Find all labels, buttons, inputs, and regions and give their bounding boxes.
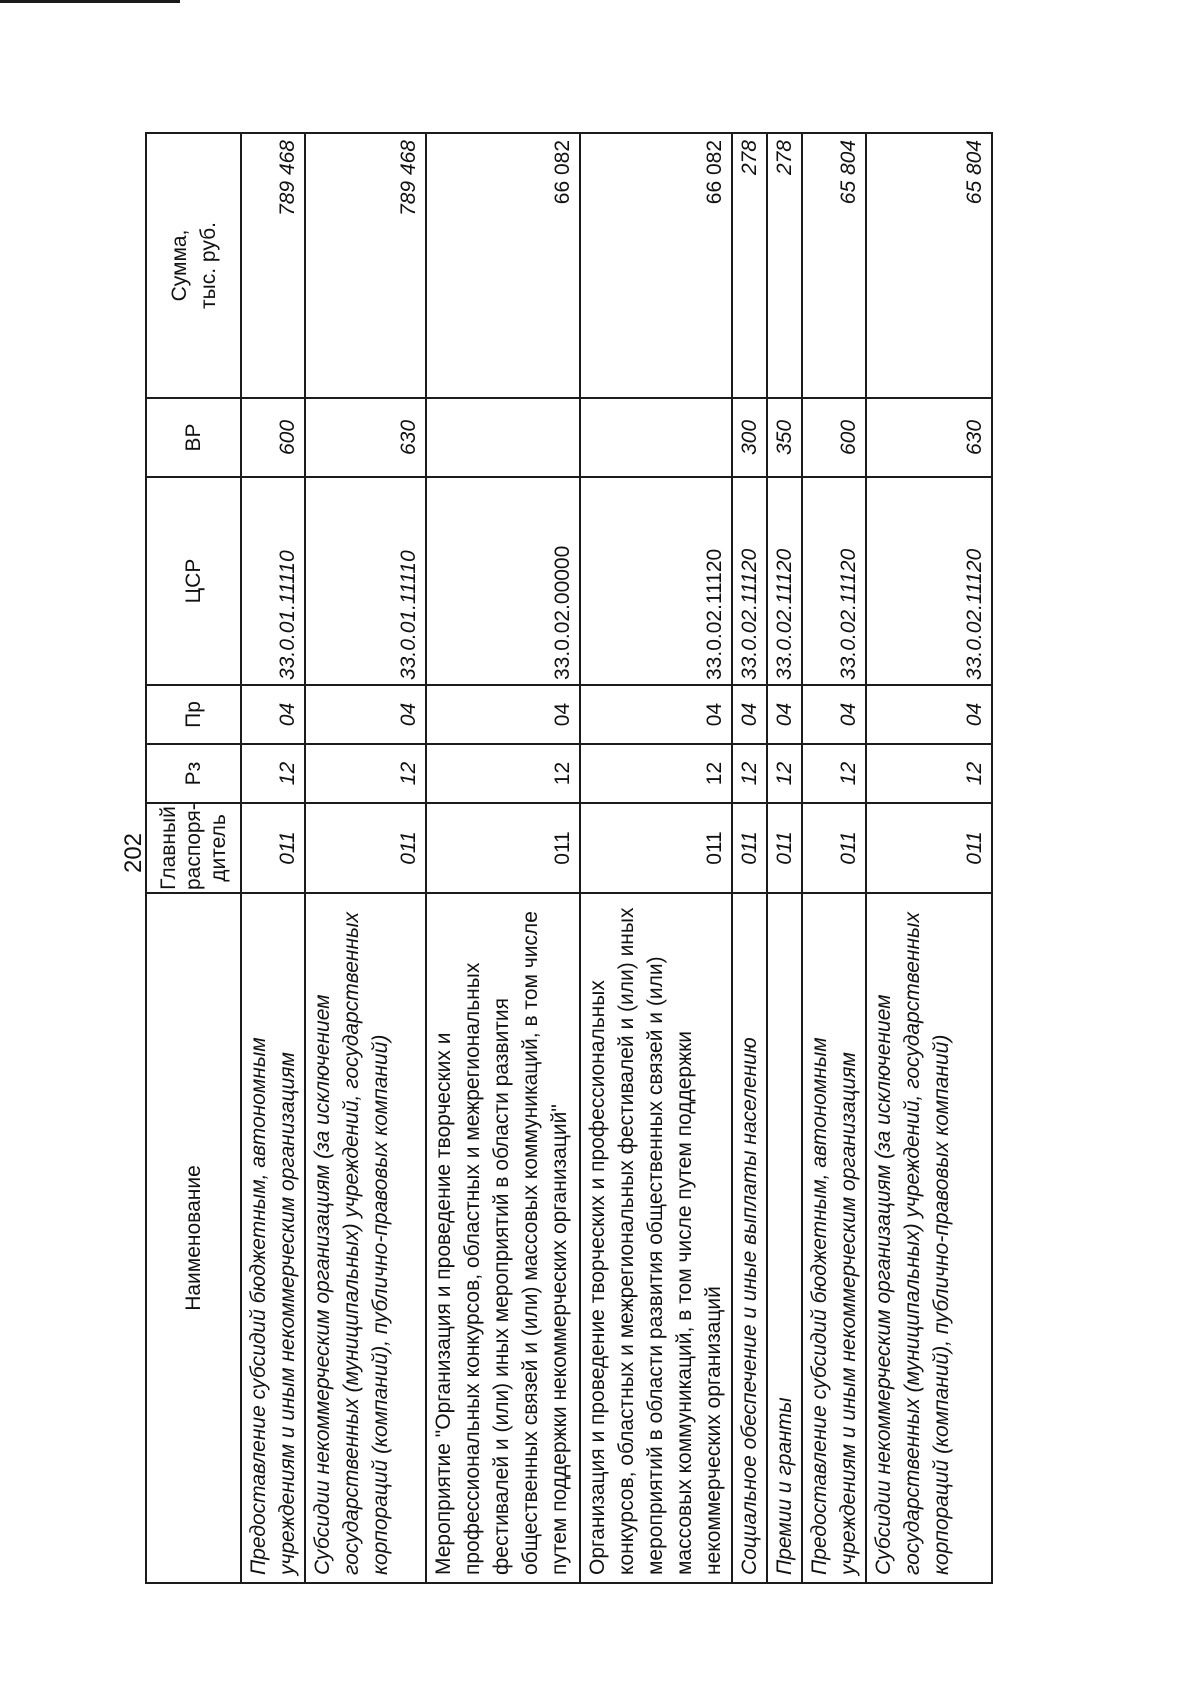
cell-grbs: 011 <box>802 803 866 893</box>
cell-sum: 66 082 <box>580 133 732 398</box>
header-sum-line2: тыс. руб. <box>196 222 220 309</box>
cell-csr: 33.0.02.11120 <box>802 477 866 685</box>
cell-grbs: 011 <box>732 803 767 893</box>
cell-pr: 04 <box>802 685 866 744</box>
header-csr: ЦСР <box>146 477 241 685</box>
rotated-page-content <box>145 134 990 1584</box>
cell-rz: 12 <box>767 744 802 803</box>
cell-pr: 04 <box>305 685 426 744</box>
cell-grbs: 011 <box>305 803 426 893</box>
table-header <box>146 133 241 1583</box>
cell-vr <box>426 398 580 477</box>
cell-rz: 12 <box>426 744 580 803</box>
cell-csr: 33.0.02.11120 <box>767 477 802 685</box>
table-row <box>426 133 580 1583</box>
cell-vr: 350 <box>767 398 802 477</box>
table-row <box>732 133 767 1583</box>
table-body <box>241 133 992 1583</box>
header-grbs-line3: дитель <box>207 814 230 882</box>
cell-pr: 04 <box>426 685 580 744</box>
cell-pr: 04 <box>866 685 992 744</box>
cell-vr: 600 <box>802 398 866 477</box>
header-rz: Рз <box>146 744 241 803</box>
cell-csr: 33.0.01.11110 <box>241 477 305 685</box>
cell-name: Субсидии некоммерческим организациям (за исключением государственных (муниципальных) учреждений, государственных корпораций (компаний), публично-правовых компаний) <box>305 893 426 1583</box>
cell-vr: 300 <box>732 398 767 477</box>
cell-name: Премии и гранты <box>767 893 802 1583</box>
table-row <box>767 133 802 1583</box>
cell-sum: 65 804 <box>802 133 866 398</box>
cell-pr: 04 <box>767 685 802 744</box>
header-grbs-line2: распоря- <box>182 803 205 890</box>
cell-csr: 33.0.02.11120 <box>580 477 732 685</box>
cell-grbs: 011 <box>241 803 305 893</box>
cell-pr: 04 <box>580 685 732 744</box>
header-sum-line1: Сумма, <box>167 229 191 302</box>
cell-rz: 12 <box>866 744 992 803</box>
header-pr: Пр <box>146 685 241 744</box>
table-row <box>580 133 732 1583</box>
cell-csr: 33.0.02.11120 <box>866 477 992 685</box>
cell-grbs: 011 <box>767 803 802 893</box>
cell-pr: 04 <box>732 685 767 744</box>
cell-vr: 600 <box>241 398 305 477</box>
cell-sum: 789 468 <box>241 133 305 398</box>
header-sum <box>146 133 241 398</box>
scan-edge-line <box>0 0 180 3</box>
cell-name: Предоставление субсидий бюджетным, автономным учреждениям и иным некоммерческим организациям <box>802 893 866 1583</box>
table-row <box>241 133 305 1583</box>
cell-vr: 630 <box>866 398 992 477</box>
cell-rz: 12 <box>580 744 732 803</box>
header-grbs <box>146 803 241 893</box>
header-grbs-line1: Главный <box>157 806 180 890</box>
cell-csr: 33.0.02.00000 <box>426 477 580 685</box>
cell-vr: 630 <box>305 398 426 477</box>
cell-csr: 33.0.02.11120 <box>732 477 767 685</box>
table-row <box>866 133 992 1583</box>
cell-rz: 12 <box>241 744 305 803</box>
cell-sum: 66 082 <box>426 133 580 398</box>
cell-csr: 33.0.01.11110 <box>305 477 426 685</box>
table-row <box>802 133 866 1583</box>
header-vr: ВР <box>146 398 241 477</box>
cell-rz: 12 <box>732 744 767 803</box>
budget-table <box>145 132 993 1584</box>
page-number: 202 <box>120 832 147 874</box>
cell-sum: 278 <box>732 133 767 398</box>
cell-name: Предоставление субсидий бюджетным, автономным учреждениям и иным некоммерческим организациям <box>241 893 305 1583</box>
cell-sum: 789 468 <box>305 133 426 398</box>
table-row <box>305 133 426 1583</box>
cell-sum: 278 <box>767 133 802 398</box>
cell-rz: 12 <box>802 744 866 803</box>
cell-vr <box>580 398 732 477</box>
cell-grbs: 011 <box>580 803 732 893</box>
cell-pr: 04 <box>241 685 305 744</box>
cell-name: Организация и проведение творческих и профессиональных конкурсов, областных и межрегиональных фестивалей и (или) иных мероприятий в области развития общественных связей и (или) массовых коммуникаций, в том числе путем поддержки некоммерческих организаций <box>580 893 732 1583</box>
cell-name: Социальное обеспечение и иные выплаты населению <box>732 893 767 1583</box>
cell-grbs: 011 <box>426 803 580 893</box>
cell-rz: 12 <box>305 744 426 803</box>
cell-sum: 65 804 <box>866 133 992 398</box>
cell-grbs: 011 <box>866 803 992 893</box>
cell-name: Субсидии некоммерческим организациям (за исключением государственных (муниципальных) учреждений, государственных корпораций (компаний), публично-правовых компаний) <box>866 893 992 1583</box>
header-name: Наименование <box>146 893 241 1583</box>
cell-name: Мероприятие "Организация и проведение творческих и профессиональных конкурсов, областных и межрегиональных фестивалей и (или) иных мероприятий в области развития общественных связей и (или) массовых коммуникаций, в том числе путем поддержки некоммерческих организаций" <box>426 893 580 1583</box>
